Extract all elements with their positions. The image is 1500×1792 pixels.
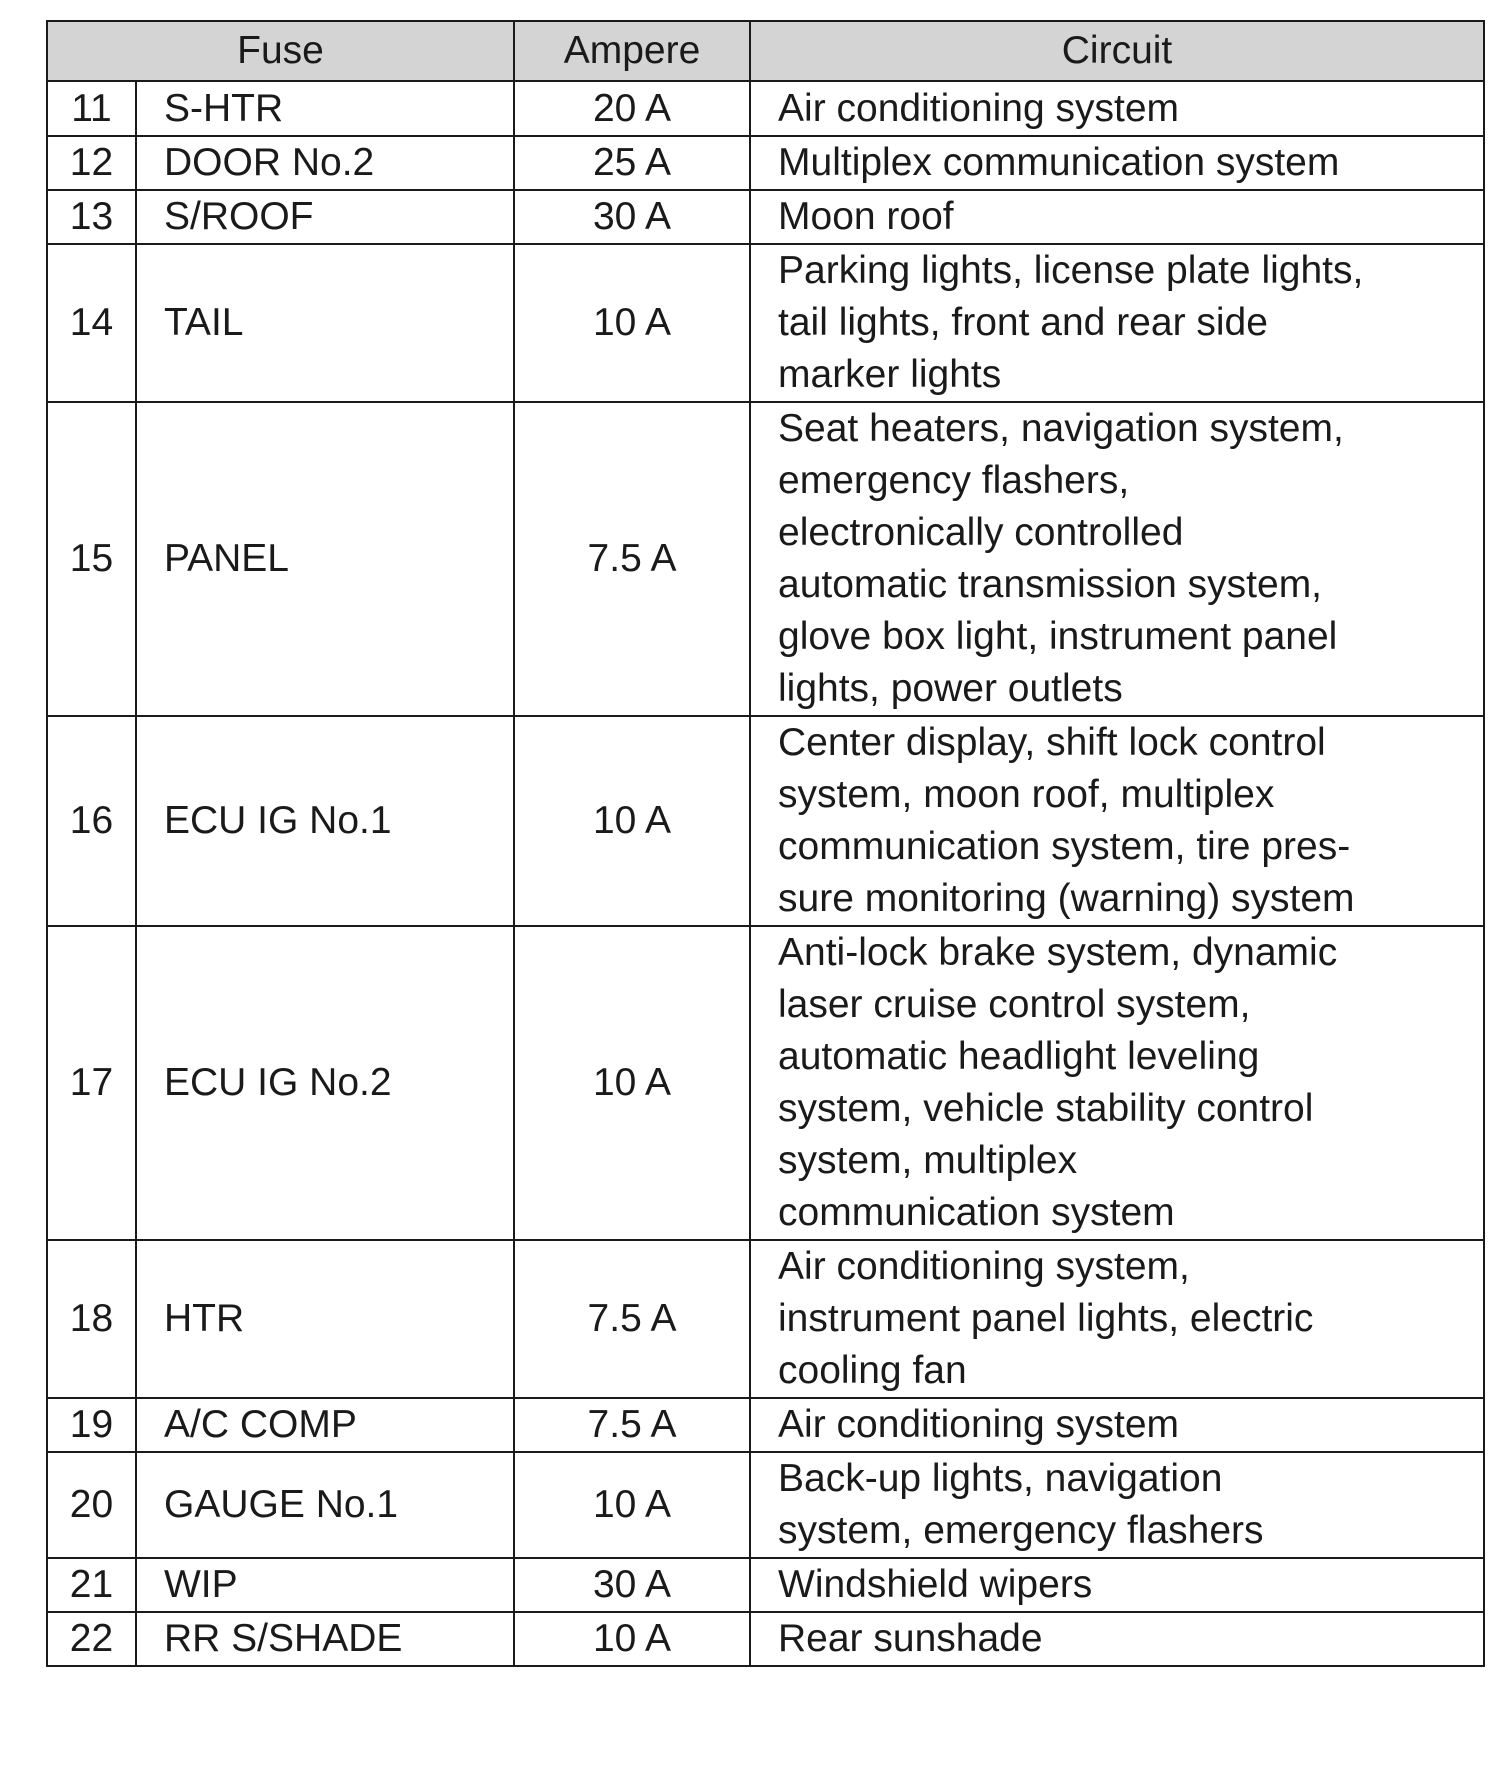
circuit-line: automatic transmission system, xyxy=(778,563,1323,606)
fuse-circuit xyxy=(750,244,1484,402)
circuit-line: Air conditioning system xyxy=(778,1403,1180,1446)
fuse-number: 11 xyxy=(47,81,136,136)
header-ampere: Ampere xyxy=(514,21,750,81)
table-row xyxy=(47,1612,1484,1666)
circuit-line: communication system xyxy=(778,1191,1175,1234)
circuit-line: automatic headlight leveling xyxy=(778,1035,1260,1078)
circuit-line: Seat heaters, navigation system, xyxy=(778,407,1344,450)
fuse-name: TAIL xyxy=(136,244,514,402)
fuse-circuit xyxy=(750,1558,1484,1612)
fuse-ampere: 10 A xyxy=(514,1612,750,1666)
table-row xyxy=(47,244,1484,402)
fuse-ampere: 30 A xyxy=(514,1558,750,1612)
fuse-number: 22 xyxy=(47,1612,136,1666)
fuse-name: DOOR No.2 xyxy=(136,136,514,190)
circuit-line: electronically controlled xyxy=(778,511,1184,554)
circuit-line: Center display, shift lock control xyxy=(778,721,1326,764)
fuse-circuit xyxy=(750,1452,1484,1558)
fuse-name: S/ROOF xyxy=(136,190,514,244)
circuit-line: Anti-lock brake system, dynamic xyxy=(778,931,1338,974)
fuse-ampere: 7.5 A xyxy=(514,1398,750,1452)
circuit-line: emergency flashers, xyxy=(778,459,1130,502)
header-row xyxy=(47,21,1484,81)
circuit-line: communication system, tire pres- xyxy=(778,825,1351,868)
fuse-number: 18 xyxy=(47,1240,136,1398)
fuse-name: ECU IG No.1 xyxy=(136,716,514,926)
circuit-line: glove box light, instrument panel xyxy=(778,615,1338,658)
fuse-ampere: 20 A xyxy=(514,81,750,136)
table-row xyxy=(47,1452,1484,1558)
fuse-table xyxy=(46,20,1485,1667)
circuit-line: tail lights, front and rear side xyxy=(778,301,1268,344)
table-row xyxy=(47,136,1484,190)
fuse-name: A/C COMP xyxy=(136,1398,514,1452)
circuit-line: Multiplex communication system xyxy=(778,141,1340,184)
fuse-ampere: 7.5 A xyxy=(514,402,750,716)
table-body xyxy=(47,81,1484,1666)
fuse-name: HTR xyxy=(136,1240,514,1398)
table-row xyxy=(47,926,1484,1240)
circuit-line: Air conditioning system, xyxy=(778,1245,1190,1288)
fuse-ampere: 10 A xyxy=(514,244,750,402)
fuse-ampere: 7.5 A xyxy=(514,1240,750,1398)
fuse-circuit xyxy=(750,190,1484,244)
fuse-number: 17 xyxy=(47,926,136,1240)
fuse-circuit xyxy=(750,136,1484,190)
circuit-line: Parking lights, license plate lights, xyxy=(778,249,1364,292)
fuse-number: 12 xyxy=(47,136,136,190)
circuit-line: Back-up lights, navigation xyxy=(778,1457,1223,1500)
circuit-line: Rear sunshade xyxy=(778,1617,1043,1660)
table-row xyxy=(47,1240,1484,1398)
fuse-number: 21 xyxy=(47,1558,136,1612)
circuit-line: instrument panel lights, electric xyxy=(778,1297,1314,1340)
fuse-name: GAUGE No.1 xyxy=(136,1452,514,1558)
table-row xyxy=(47,716,1484,926)
fuse-ampere: 25 A xyxy=(514,136,750,190)
circuit-line: system, moon roof, multiplex xyxy=(778,773,1275,816)
fuse-name: ECU IG No.2 xyxy=(136,926,514,1240)
table-row xyxy=(47,81,1484,136)
fuse-ampere: 10 A xyxy=(514,1452,750,1558)
fuse-circuit xyxy=(750,1398,1484,1452)
fuse-circuit xyxy=(750,402,1484,716)
circuit-line: Moon roof xyxy=(778,195,954,238)
circuit-line: marker lights xyxy=(778,353,1002,396)
circuit-line: system, vehicle stability control xyxy=(778,1087,1314,1130)
circuit-line: lights, power outlets xyxy=(778,667,1123,710)
fuse-name: S-HTR xyxy=(136,81,514,136)
table-row xyxy=(47,1398,1484,1452)
fuse-ampere: 10 A xyxy=(514,926,750,1240)
fuse-number: 16 xyxy=(47,716,136,926)
circuit-line: sure monitoring (warning) system xyxy=(778,877,1355,920)
circuit-line: system, emergency flashers xyxy=(778,1509,1264,1552)
fuse-circuit xyxy=(750,1612,1484,1666)
circuit-line: Air conditioning system xyxy=(778,86,1180,130)
fuse-name: PANEL xyxy=(136,402,514,716)
fuse-circuit xyxy=(750,81,1484,136)
circuit-line: system, multiplex xyxy=(778,1139,1078,1182)
fuse-ampere: 30 A xyxy=(514,190,750,244)
table-row xyxy=(47,1558,1484,1612)
fuse-number: 19 xyxy=(47,1398,136,1452)
fuse-circuit xyxy=(750,1240,1484,1398)
fuse-number: 15 xyxy=(47,402,136,716)
header-fuse: Fuse xyxy=(47,21,514,81)
table-row xyxy=(47,190,1484,244)
circuit-line: laser cruise control system, xyxy=(778,983,1251,1026)
circuit-line: Windshield wipers xyxy=(778,1563,1093,1606)
fuse-ampere: 10 A xyxy=(514,716,750,926)
fuse-name: RR S/SHADE xyxy=(136,1612,514,1666)
circuit-line: cooling fan xyxy=(778,1349,967,1392)
header-circuit: Circuit xyxy=(750,21,1484,81)
fuse-number: 14 xyxy=(47,244,136,402)
table-row xyxy=(47,402,1484,716)
fuse-circuit xyxy=(750,926,1484,1240)
fuse-name: WIP xyxy=(136,1558,514,1612)
fuse-number: 20 xyxy=(47,1452,136,1558)
fuse-number: 13 xyxy=(47,190,136,244)
fuse-circuit xyxy=(750,716,1484,926)
